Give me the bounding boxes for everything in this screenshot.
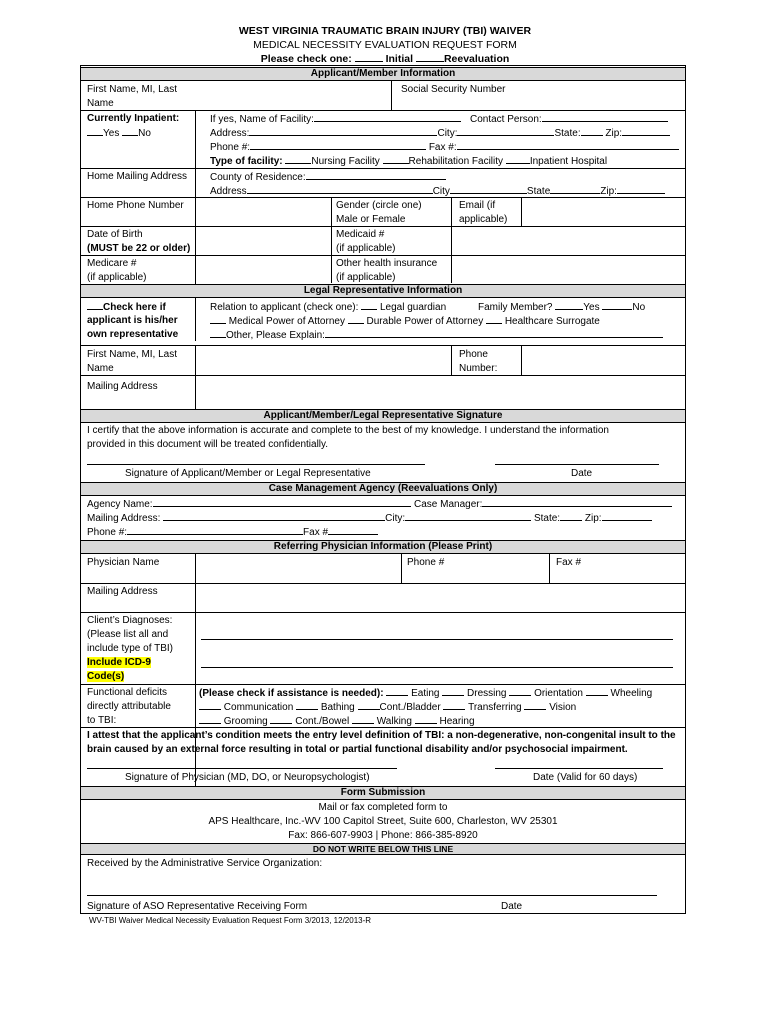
deficits-row-2[interactable]: Communication Bathing Cont./Bladder Transferring Vision (199, 700, 576, 714)
attestation-text: I attest that the applicant’s condition meets the entry level definition of TBI: a non-degenerative, non-congenital insult to the (87, 730, 676, 741)
physician-signature-line[interactable] (87, 768, 397, 769)
facility-phone-field[interactable]: Phone #: Fax #: (210, 140, 679, 154)
facility-address-field[interactable]: Address: City: State: Zip: (210, 126, 670, 140)
contact-person-field[interactable]: Contact Person: (470, 112, 668, 126)
facility-name-field[interactable]: If yes, Name of Facility: (210, 112, 461, 126)
agency-phone-field[interactable]: Phone #: Fax # (87, 525, 378, 539)
footer-form-id: WV-TBI Waiver Medical Necessity Evaluation Request Form 3/2013, 12/2013-R (89, 916, 372, 925)
self-representative-checkbox[interactable]: Check here if (87, 300, 166, 314)
evaluation-type: Please check one: Initial Reevaluation (260, 53, 510, 65)
home-address-field[interactable]: Address City State Zip: (210, 184, 665, 198)
aso-signature-line[interactable] (87, 895, 657, 896)
relation-options[interactable]: Relation to applicant (check one): Legal guardian (210, 302, 447, 313)
form-subtitle: MEDICAL NECESSITY EVALUATION REQUEST FORM (253, 39, 517, 51)
reevaluation-checkbox[interactable] (416, 52, 444, 62)
agency-mailing-field[interactable]: Mailing Address: City: State: Zip: (87, 511, 652, 525)
poa-options[interactable]: Medical Power of Attorney Durable Power of Attorney Healthcare Surrogate (210, 314, 600, 328)
section-case-management: Case Management Agency (Reevaluations Only) (81, 482, 685, 496)
case-manager-field[interactable]: Case Manager: (414, 497, 672, 511)
section-signature: Applicant/Member/Legal Representative Signature (81, 409, 685, 423)
diagnosis-line-2[interactable] (201, 667, 673, 668)
agency-name-field[interactable]: Agency Name: (87, 497, 411, 511)
family-member-options[interactable]: Family Member? Yes No (478, 302, 646, 313)
deficits-row-1[interactable]: (Please check if assistance is needed): Eating Dressing Orientation Wheeling (199, 688, 653, 699)
section-do-not-write: DO NOT WRITE BELOW THIS LINE (81, 843, 685, 855)
facility-type-field[interactable]: Type of facility: Nursing Facility Rehabilitation Facility Inpatient Hospital (210, 156, 608, 167)
applicant-date-line[interactable] (495, 464, 659, 465)
section-applicant: Applicant/Member Information (81, 67, 685, 81)
icd9-highlight: Include ICD-9 (87, 657, 151, 668)
diagnosis-line-1[interactable] (201, 639, 673, 640)
section-legal-representative: Legal Representative Information (81, 284, 685, 298)
county-field[interactable]: County of Residence: (210, 170, 446, 184)
submission-contact: Fax: 866-607-9903 | Phone: 866-385-8920 (288, 830, 478, 841)
ssn-label: Social Security Number (401, 84, 506, 95)
deficits-row-3[interactable]: Grooming Cont./Bowel Walking Hearing (199, 714, 475, 728)
section-submission: Form Submission (81, 786, 685, 800)
section-physician: Referring Physician Information (Please Print) (81, 540, 685, 554)
applicant-signature-line[interactable] (87, 464, 425, 465)
form-title: WEST VIRGINIA TRAUMATIC BRAIN INJURY (TBI) WAIVER (238, 25, 532, 37)
other-explain-field[interactable]: Other, Please Explain: (210, 328, 663, 342)
inpatient-yes-no[interactable]: Yes No (87, 126, 151, 140)
initial-checkbox[interactable] (355, 52, 383, 62)
physician-date-line[interactable] (495, 768, 663, 769)
evaluation-form: Applicant/Member Information First Name, MI, Last Name Social Security Number Currently Inpatient: Yes No If yes, Name of Facility: Contact Person: Address: City: State: Zip: Phone #: Fax #: Type of facility: Nursing Facility Rehabilitation Facility Inpatient Hospital Home Mailing Address County of Residence: Address City State Zip: Home Phone Number Gender (circle one) Male or Female Email (if applicable) Date of Birth (MUST be 22 or older) Medicaid # (if applicable) Medicare # (if applicable) Other health insurance (if applicable) Legal Representative Information Check here if applicant is his/her own representative Relation to applicant (check one): Legal guardian Family Member? Yes No Medical Power of Attorney Durable Power of Attorney Healthcare Surrogate Other, Please Explain: First Name, MI, Last Name Phone Number: Mailing Address Applicant/Member/Legal Representative Signature I certify that the above information is accurate and complete to the best of my knowledge. I understand the information provided in this document will be treated confidentially. Signature of Applicant/Member or Legal Representative Date Case Management Agency (Reevaluations Only) Agency Name: Case Manager: Mailing Address: City: State: Zip: Phone #: Fax # Referring Physician Information (Please Print) Physician Name Phone # Fax # Mailing Address Client’s Diagnoses: (Please list all and include type of TBI) Include ICD-9 Code(s) Functional deficits directly attributable to TBI: (Please check if assistance is needed): Eating Dressing Orientation Wheeling Communication Bathing Cont./Bladder Transferring Vision Grooming Cont./Bowel Walking Hearing I attest that the applicant’s condition meets the entry level definition of TBI: a non-degenerative, non-congenital insult to the brain caused by an external force resulting in total or partial functional disability and/or psychosocial impairment. Signature of Physician (MD, DO, or Neuropsychologist) Date (Valid for 60 days) Form Submission Mail or fax completed form to APS Healthcare, Inc.-WV 100 Capitol Street, Suite 600, Charleston, WV 25301 Fax: 866-607-9903 | Phone: 866-385-8920 DO NOT WRITE BELOW THIS LINE Received by the Administrative Service Organization: Signature of ASO Representative Receiving Form Date (80, 65, 686, 914)
